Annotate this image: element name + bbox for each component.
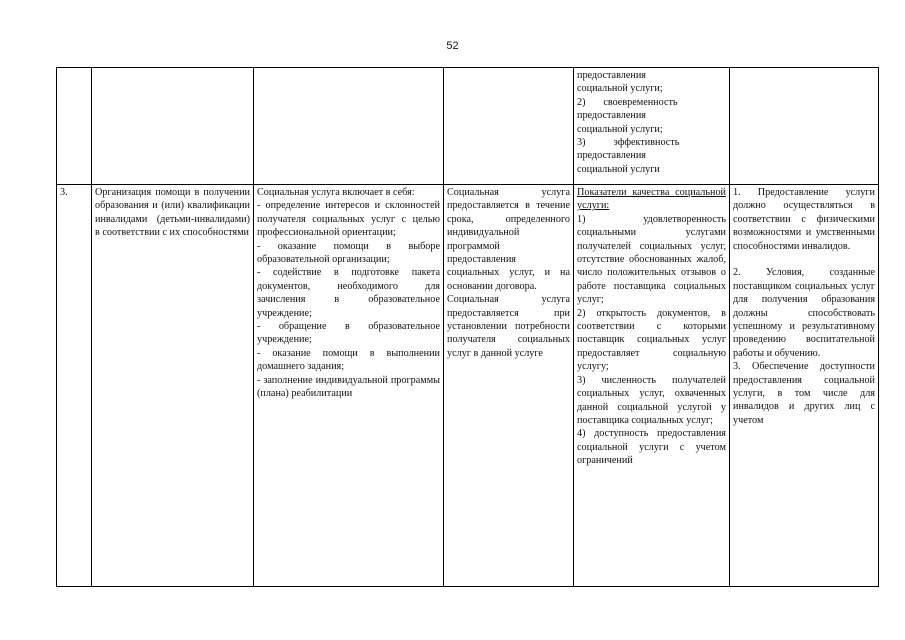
cell-number [57,68,92,185]
description-line: Социальная услуга включает в себя: [257,187,415,198]
quality-line: 3) эффективность [577,137,680,149]
quality-line: предоставления [577,150,646,162]
cell-conditions [730,185,879,587]
table-row [57,68,879,185]
cell-conditions [730,68,879,185]
table-row [57,185,879,587]
quality-line: социальной услуги [577,163,660,175]
cell-description [254,68,444,185]
cell-quality-indicators [574,68,730,185]
terms-line: Социальная услуга предоставляется в течение срока, определенного индивидуальной программой предоставления социальных услуг, и на основании договора. [447,187,570,292]
quality-line: социальной услуги; [577,83,663,95]
description-line: - заполнение индивидуальной программы (плана) реабилитации [257,374,440,400]
cell-terms [444,185,574,587]
services-table [56,67,879,587]
cell-number: 3. [57,185,92,587]
quality-header: Показатели качества социальной услуги: [577,187,726,212]
description-line: - оказание помощи в выборе образовательной организации; [257,240,440,266]
conditions-spacer [733,253,875,266]
description-line: - определение интересов и склонностей получателя социальных услуг с целью профессиональной ориентации; [257,200,440,239]
quality-line: предоставления [577,70,646,81]
cell-quality-indicators [574,185,730,587]
quality-line: предоставления [577,110,646,122]
description-line: - оказание помощи в выполнении домашнего задания; [257,347,440,373]
cell-terms [444,68,574,185]
quality-line: 2) открытость документов, в соответствии с которыми поставщик социальных услуг предоставляет социальную услугу; [577,307,726,373]
conditions-line: 1. Предоставление услуги должно осуществляться в соответствии с физическими возможностями и умственными способностями инвалидов. [733,187,875,252]
description-line: - обращение в образовательное учреждение; [257,321,440,346]
conditions-line: 3. Обеспечение доступности предоставления социальной услуги, в том числе для инвалидов и других лиц с учетом [733,361,875,426]
cell-service-name [92,68,254,185]
description-line: - содействие в подготовке пакета документов, необходимого для зачисления в образовательное учреждение; [257,267,440,319]
quality-line: 2) своевременность [577,96,678,108]
quality-line: социальной услуги; [577,123,663,135]
cell-description [254,185,444,587]
terms-line: Социальная услуга предоставляется при установлении потребности получателя социальных услуг в данной услуге [447,294,570,359]
quality-line: 4) доступность предоставления социальной услуги с учетом ограничений [577,428,726,467]
quality-line: 1) удовлетворенность социальными услугами получателей социальных услуг, отсутствие обоснованных жалоб, число положительных отзывов о работе поставщика социальных услуг; [577,213,726,306]
page-number: 52 [446,40,459,52]
conditions-line: 2. Условия, созданные поставщиком социальных услуг для получения образования должны способствовать успешному и результативному проведению воспитательной работы и обучению. [733,267,875,359]
cell-service-name: Организация помощи в получении образования и (или) квалификации инвалидами (детьми-инвалидами) в соответствии с их способностями [92,185,254,587]
quality-line: 3) численность получателей социальных услуг, охваченных данной социальной услугой у поставщика социальных услуг; [577,374,726,426]
